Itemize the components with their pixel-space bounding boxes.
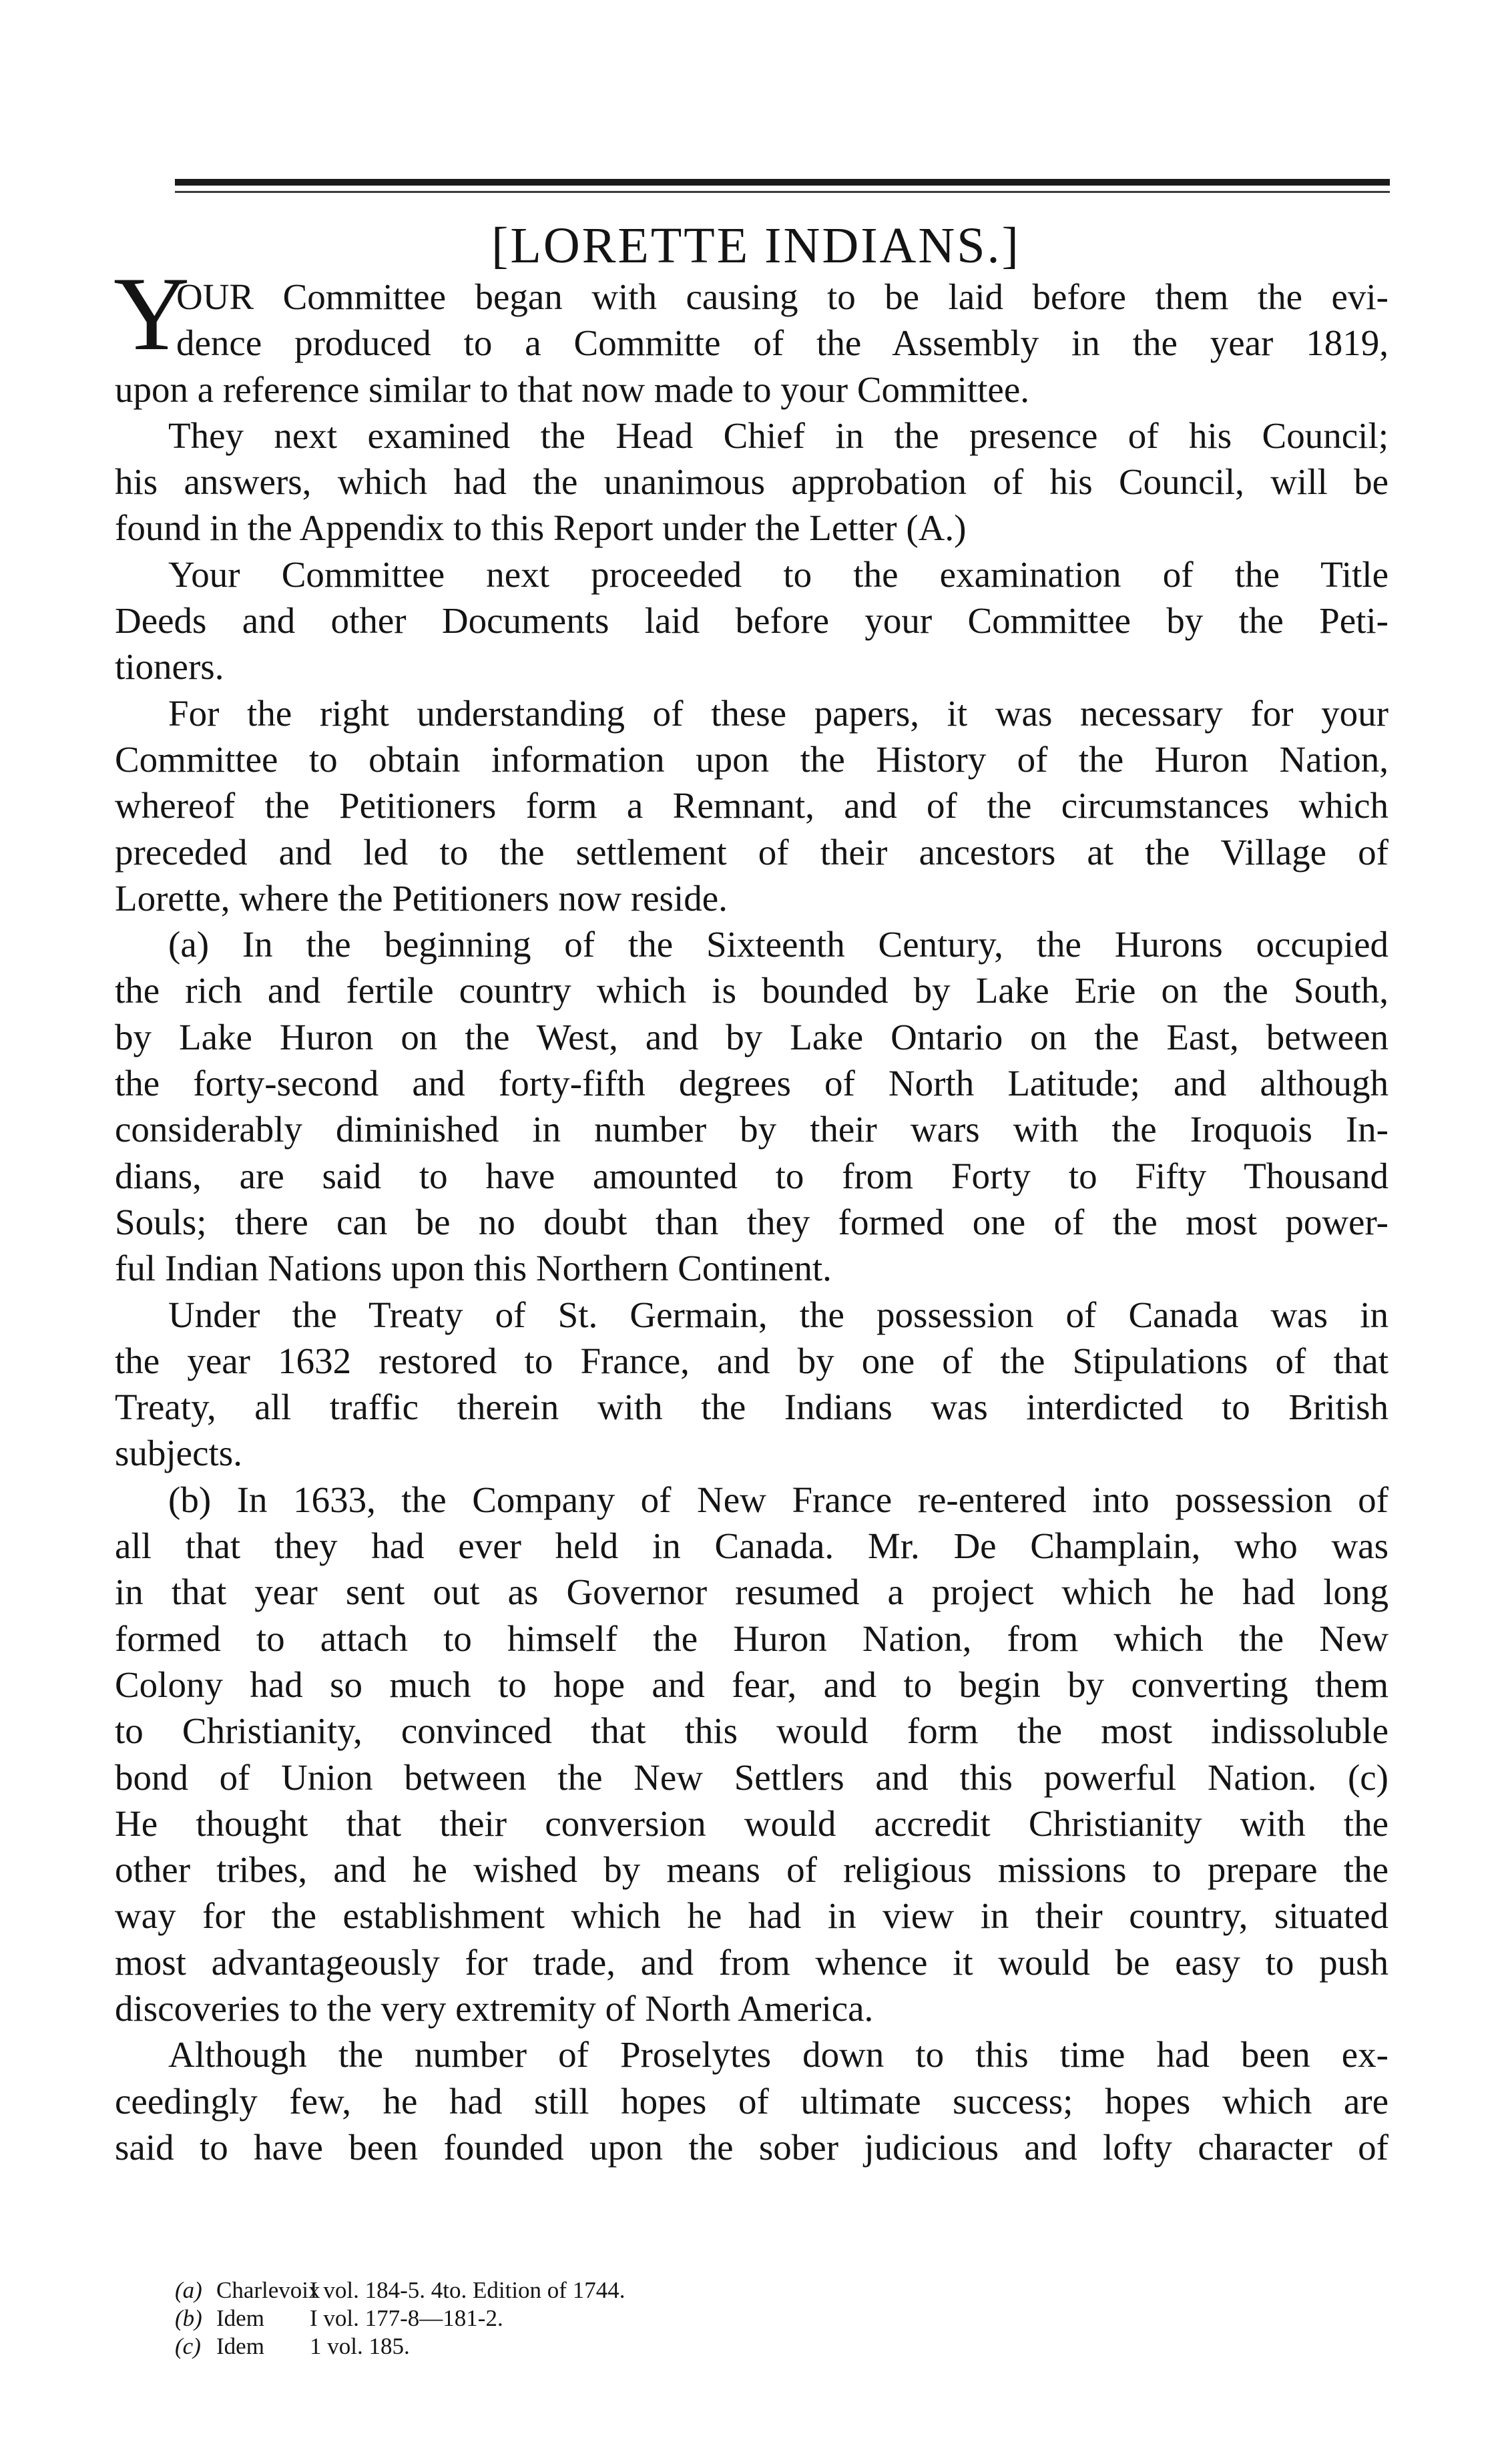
text-line: He thought that their conversion would accredit Christianity with the (115, 1802, 1389, 1844)
footnote-mark: (c) (175, 2333, 201, 2359)
text-line: the rich and fertile country which is bounded by Lake Erie on the South, (115, 970, 1389, 1011)
footnote (175, 2304, 976, 2333)
body-text (115, 274, 1389, 2170)
text-line: dence produced to a Committe of the Assembly in the year 1819, (176, 322, 1389, 364)
text-line: ceedingly few, he had still hopes of ultimate success; hopes which are (115, 2080, 1389, 2122)
text-line: considerably diminished in number by their wars with the Iroquois In- (115, 1109, 1389, 1150)
text-line: all that they had ever held in Canada. Mr. De Champlain, who was (115, 1525, 1389, 1567)
text-line: Colony had so much to hope and fear, and to begin by converting them (115, 1664, 1389, 1705)
text-line: For the right understanding of these papers, it was necessary for your (168, 692, 1389, 734)
text-line: his answers, which had the unanimous approbation of his Council, will be (115, 461, 1389, 503)
text-line: the forty-second and forty-fifth degrees of North Latitude; and although (115, 1063, 1389, 1104)
text-line: Although the number of Proselytes down to this time had been ex- (168, 2034, 1389, 2075)
footnote-source: Charlevoix (216, 2277, 320, 2303)
text-line: found in the Appendix to this Report under the Letter (A.) (115, 507, 967, 549)
text-line: They next examined the Head Chief in the presence of his Council; (168, 415, 1389, 456)
text-line: most advantageously for trade, and from whence it would be easy to push (115, 1941, 1389, 1983)
text-line: upon a reference similar to that now made to your Committee. (115, 369, 1030, 410)
text-line: whereof the Petitioners form a Remnant, and of the circumstances which (115, 785, 1389, 826)
text-line: way for the establishment which he had in view in their country, situated (115, 1895, 1389, 1937)
text-line: preceded and led to the settlement of their ancestors at the Village of (115, 831, 1389, 873)
footnotes (175, 2276, 976, 2361)
footnote (175, 2276, 976, 2304)
footnote-reference: 1 vol. 185. (310, 2333, 410, 2359)
header-rule (175, 179, 1390, 186)
header-rule-thin (175, 191, 1390, 193)
text-line: Treaty, all traffic therein with the Indians was interdicted to British (115, 1387, 1389, 1428)
footnote-reference: I vol. 184-5. 4to. Edition of 1744. (310, 2277, 625, 2303)
drop-cap-letter: Y (113, 256, 190, 373)
text-line: by Lake Huron on the West, and by Lake Ontario on the East, between (115, 1016, 1389, 1057)
running-head: [LORETTE INDIANS.] (491, 218, 1021, 274)
text-line: discoveries to the very extremity of North America. (115, 1987, 874, 2029)
text-line: dians, are said to have amounted to from Forty to Fifty Thousand (115, 1155, 1389, 1196)
footnote-mark: (a) (175, 2277, 202, 2303)
text-line: said to have been founded upon the sober judicious and lofty character of (115, 2126, 1389, 2168)
footnote (175, 2333, 976, 2361)
footnote-source: Idem (216, 2333, 264, 2359)
text-line: tioners. (115, 646, 224, 688)
footnote-source: Idem (216, 2305, 264, 2331)
text-line: (b) In 1633, the Company of New France re-entered into possession of (168, 1479, 1389, 1520)
text-line: ful Indian Nations upon this Northern Continent. (115, 1248, 832, 1289)
footnote-reference: I vol. 177-8—181-2. (310, 2305, 503, 2331)
text-line: to Christianity, convinced that this would form the most indissoluble (115, 1710, 1389, 1752)
text-line: subjects. (115, 1433, 242, 1474)
text-line: other tribes, and he wished by means of religious missions to prepare the (115, 1849, 1389, 1891)
text-line: Committee to obtain information upon the History of the Huron Nation, (115, 738, 1389, 780)
text-line: Your Committee next proceeded to the examination of the Title (168, 553, 1389, 595)
text-line: Souls; there can be no doubt than they formed one of the most power- (115, 1201, 1389, 1242)
text-line: bond of Union between the New Settlers and this powerful Nation. (c) (115, 1756, 1389, 1798)
text-line: in that year sent out as Governor resumed a project which he had long (115, 1571, 1389, 1613)
text-line: (a) In the beginning of the Sixteenth Century, the Hurons occupied (168, 924, 1389, 965)
text-line: Deeds and other Documents laid before your Committee by the Peti- (115, 600, 1389, 642)
text-line: Under the Treaty of St. Germain, the possession of Canada was in (168, 1294, 1389, 1335)
footnote-mark: (b) (175, 2305, 202, 2331)
text-line: OUR Committee began with causing to be laid before them the evi- (176, 276, 1389, 317)
text-line: formed to attach to himself the Huron Nation, from which the New (115, 1618, 1389, 1659)
text-line: the year 1632 restored to France, and by one of the Stipulations of that (115, 1340, 1389, 1381)
text-line: Lorette, where the Petitioners now reside. (115, 877, 728, 919)
